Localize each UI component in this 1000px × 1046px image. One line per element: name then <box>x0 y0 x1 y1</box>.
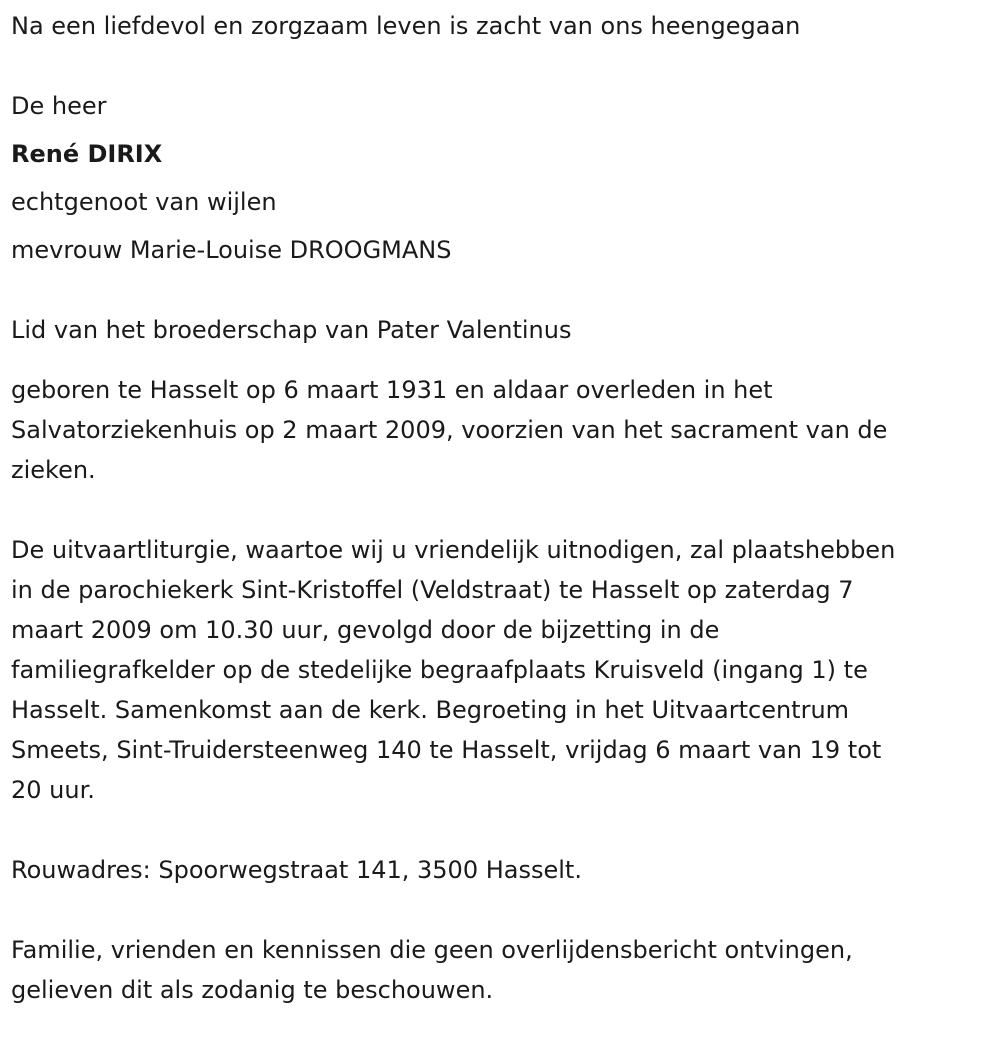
mourning-address: Rouwadres: Spoorwegstraat 141, 3500 Hasselt. <box>11 856 582 884</box>
obituary-notice <box>11 0 991 1010</box>
intro-text: Na een liefdevol en zorgzaam leven is zacht van ons heengegaan <box>11 12 801 40</box>
paragraph-line: Familie, vrienden en kennissen die geen overlijdensbericht ontvingen, <box>11 936 853 964</box>
paragraph-line: zieken. <box>11 456 96 484</box>
paragraph-line: Smeets, Sint-Truidersteenweg 140 te Hasselt, vrijdag 6 maart van 19 tot <box>11 736 882 764</box>
birth-death-paragraph <box>11 370 991 490</box>
funeral-paragraph <box>11 530 991 810</box>
closing-paragraph <box>11 930 991 1010</box>
title-prefix: De heer <box>11 92 107 120</box>
paragraph-line: in de parochiekerk Sint-Kristoffel (Veldstraat) te Hasselt op zaterdag 7 <box>11 576 854 604</box>
paragraph-line: maart 2009 om 10.30 uur, gevolgd door de bijzetting in de <box>11 616 720 644</box>
membership-text: Lid van het broederschap van Pater Valentinus <box>11 316 572 344</box>
paragraph-line: De uitvaartliturgie, waartoe wij u vriendelijk uitnodigen, zal plaatshebben <box>11 536 896 564</box>
paragraph-line: geboren te Hasselt op 6 maart 1931 en aldaar overleden in het <box>11 376 773 404</box>
spouse-label: echtgenoot van wijlen <box>11 188 277 216</box>
paragraph-line: gelieven dit als zodanig te beschouwen. <box>11 976 494 1004</box>
paragraph-line: Salvatorziekenhuis op 2 maart 2009, voorzien van het sacrament van de <box>11 416 888 444</box>
deceased-name: René DIRIX <box>11 140 163 168</box>
paragraph-line: 20 uur. <box>11 776 95 804</box>
address-paragraph <box>11 850 991 890</box>
paragraph-line: Hasselt. Samenkomst aan de kerk. Begroeting in het Uitvaartcentrum <box>11 696 850 724</box>
spouse-name: mevrouw Marie-Louise DROOGMANS <box>11 236 452 264</box>
paragraph-line: familiegrafkelder op de stedelijke begraafplaats Kruisveld (ingang 1) te <box>11 656 868 684</box>
